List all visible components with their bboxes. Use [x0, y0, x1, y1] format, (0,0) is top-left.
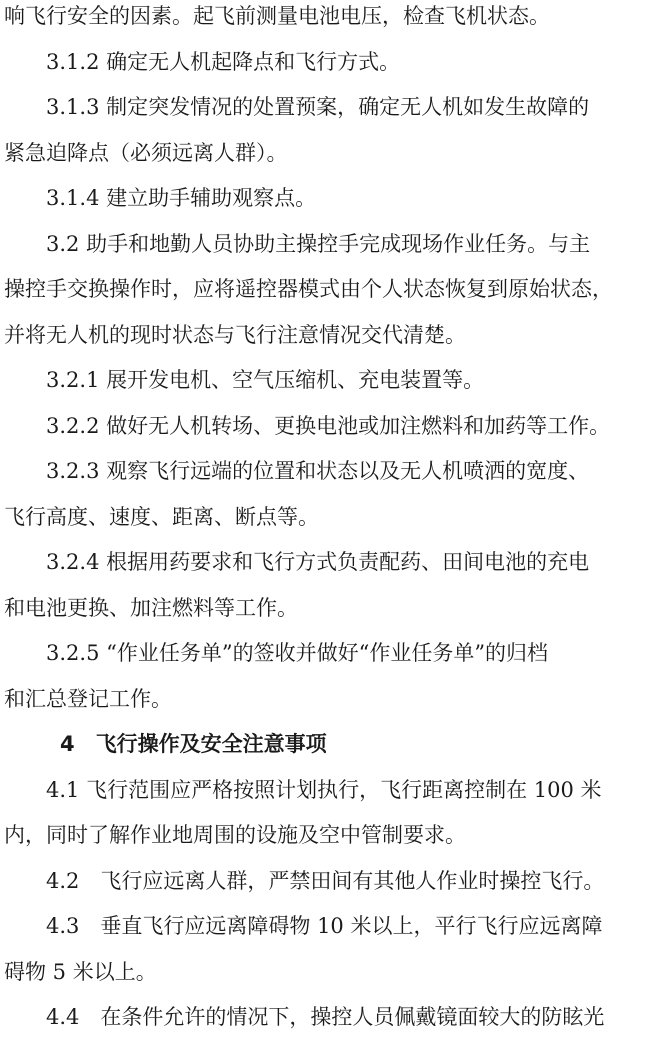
- text-line: 4.3 垂直飞行应远离障碍物 10 米以上，平行飞行应远离障: [46, 914, 603, 938]
- paragraph-3-1-3: [4, 85, 646, 176]
- paragraph-3-1-2: [4, 40, 646, 86]
- text-line: 3.2.1 展开发电机、空气压缩机、充电装置等。: [46, 368, 485, 392]
- paragraph-3-2-1: [4, 358, 646, 404]
- paragraph-3-2-4: [4, 540, 646, 631]
- text-line: 3.1.2 确定无人机起降点和飞行方式。: [46, 49, 401, 74]
- text-line: 3.2.4 根据用药要求和飞行方式负责配药、田间电池的充电: [46, 550, 590, 574]
- text-line: 3.2.5 “作业任务单”的签收并做好“作业任务单”的归档: [46, 641, 549, 665]
- paragraph-4-3: [4, 904, 646, 995]
- text-line: 紧急迫降点（必须远离人群）。: [4, 140, 288, 165]
- text-line: 飞行高度、速度、距离、断点等。: [4, 504, 319, 529]
- text-line: 3.2 助手和地勤人员协助主操控手完成现场作业任务。与主: [46, 231, 591, 256]
- paragraph-3-2-2: [4, 404, 646, 450]
- text-line: 3.1.4 建立助手辅助观察点。: [46, 186, 317, 210]
- text-line: 3.2.3 观察飞行远端的位置和状态以及无人机喷洒的宽度、: [46, 459, 590, 483]
- text-line: 碍物 5 米以上。: [4, 959, 157, 984]
- text-line: 4.4 在条件允许的情况下，操控人员佩戴镜面较大的防眩光: [46, 1005, 605, 1029]
- text-line: 3.2.2 做好无人机转场、更换电池或加注燃料和加药等工作。: [46, 413, 611, 438]
- paragraph-3-2-5: [4, 631, 646, 722]
- section-heading: 4 飞行操作及安全注意事项: [60, 732, 327, 756]
- text-line: 3.1.3 制定突发情况的处置预案，确定无人机如发生故障的: [46, 95, 590, 119]
- paragraph-3-2: [4, 222, 646, 359]
- paragraph-4-4: [4, 995, 646, 1041]
- paragraph-4-2: [4, 859, 646, 905]
- text-line: 和电池更换、加注燃料等工作。: [4, 595, 298, 620]
- paragraph-4-1: [4, 768, 646, 859]
- text-line: 并将无人机的现时状态与飞行注意情况交代清楚。: [4, 322, 466, 347]
- text-line: 4.1 飞行范围应严格按照计划执行，飞行距离控制在 100 米: [46, 777, 602, 802]
- paragraph-3-1-4: [4, 176, 646, 222]
- text-line: 内，同时了解作业地周围的设施及空中管制要求。: [4, 823, 466, 847]
- text-line: 4.2 飞行应远离人群，严禁田间有其他人作业时操控飞行。: [46, 868, 605, 893]
- paragraph-continuation: [4, 0, 646, 40]
- text-line: 和汇总登记工作。: [4, 686, 172, 711]
- paragraph-3-2-3: [4, 449, 646, 540]
- text-line: 响飞行安全的因素。起飞前测量电池电压，检查飞机状态。: [4, 4, 550, 28]
- text-line: 操控手交换操作时，应将遥控器模式由个人状态恢复到原始状态，: [4, 277, 613, 301]
